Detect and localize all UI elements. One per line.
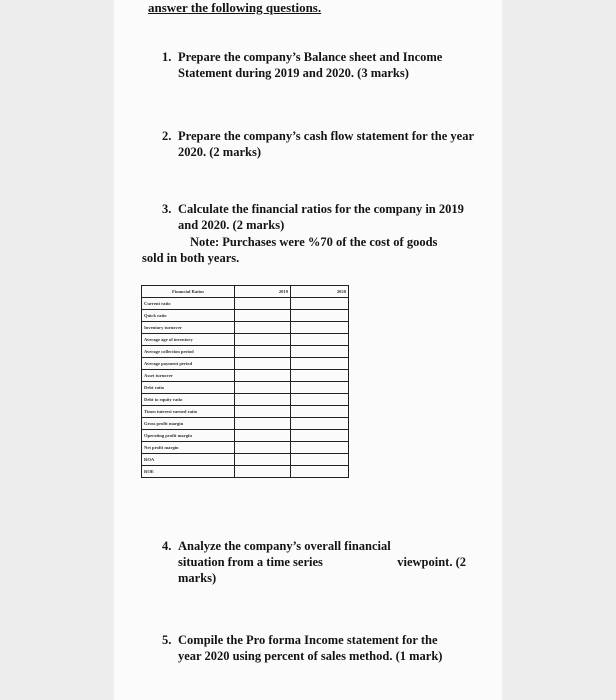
table-row <box>142 346 349 358</box>
question-4-line-2-left: situation from a time series <box>178 555 323 569</box>
question-3 <box>162 201 473 233</box>
value-cell-2019 <box>235 466 291 478</box>
value-cell-2020 <box>291 442 349 454</box>
header-financial-ratios: Financial Ratios <box>142 286 235 298</box>
table-header-row <box>142 286 349 298</box>
table-row <box>142 370 349 382</box>
value-cell-2019 <box>235 346 291 358</box>
question-5 <box>162 632 463 664</box>
value-cell-2020 <box>291 370 349 382</box>
table-row <box>142 322 349 334</box>
value-cell-2019 <box>235 334 291 346</box>
question-2-text: Prepare the company’s cash flow statement for the year 2020. (2 marks) <box>178 129 474 159</box>
value-cell-2019 <box>235 454 291 466</box>
table-row <box>142 334 349 346</box>
ratio-label: Average collection period <box>142 346 235 358</box>
header-2020: 2020 <box>291 286 349 298</box>
value-cell-2019 <box>235 394 291 406</box>
ratio-label: Net profit margin <box>142 442 235 454</box>
table-row <box>142 406 349 418</box>
table-row <box>142 382 349 394</box>
value-cell-2019 <box>235 442 291 454</box>
table-row <box>142 418 349 430</box>
question-4-line-3: marks) <box>178 571 217 585</box>
ratio-label: Debt ratio <box>142 382 235 394</box>
value-cell-2019 <box>235 430 291 442</box>
table-row <box>142 430 349 442</box>
note-line-1: Note: Purchases were %70 of the cost of goods <box>190 235 438 249</box>
value-cell-2019 <box>235 298 291 310</box>
question-3-text: Calculate the financial ratios for the company in 2019 and 2020. (2 marks) <box>178 202 464 232</box>
question-3-number: 3. <box>162 202 172 216</box>
table-row <box>142 298 349 310</box>
question-1 <box>162 49 448 81</box>
ratio-label: Current ratio <box>142 298 235 310</box>
value-cell-2019 <box>235 370 291 382</box>
value-cell-2019 <box>235 310 291 322</box>
value-cell-2020 <box>291 382 349 394</box>
note-line-2: sold in both years. <box>142 251 240 265</box>
question-1-number: 1. <box>162 50 172 64</box>
table-row <box>142 394 349 406</box>
value-cell-2020 <box>291 322 349 334</box>
value-cell-2020 <box>291 346 349 358</box>
table-row <box>142 310 349 322</box>
ratio-label: Gross profit margin <box>142 418 235 430</box>
question-4 <box>162 538 466 586</box>
value-cell-2020 <box>291 334 349 346</box>
question-4-line-2 <box>178 554 466 570</box>
question-4-line-2-right: viewpoint. (2 <box>397 555 466 569</box>
value-cell-2020 <box>291 418 349 430</box>
question-5-text: Compile the Pro forma Income statement for the year 2020 using percent of sales method. (1 mark) <box>178 633 443 663</box>
value-cell-2020 <box>291 406 349 418</box>
value-cell-2020 <box>291 454 349 466</box>
question-1-text: Prepare the company’s Balance sheet and Income Statement during 2019 and 2020. (3 marks) <box>178 50 443 80</box>
value-cell-2019 <box>235 382 291 394</box>
value-cell-2019 <box>235 358 291 370</box>
table-row <box>142 442 349 454</box>
value-cell-2020 <box>291 310 349 322</box>
question-2-number: 2. <box>162 129 172 143</box>
question-2 <box>162 128 478 160</box>
value-cell-2020 <box>291 430 349 442</box>
table-row <box>142 466 349 478</box>
ratio-label: Inventory turnover <box>142 322 235 334</box>
ratio-label: ROA <box>142 454 235 466</box>
value-cell-2020 <box>291 298 349 310</box>
value-cell-2020 <box>291 358 349 370</box>
table-row <box>142 358 349 370</box>
ratio-label: Average age of inventory <box>142 334 235 346</box>
value-cell-2019 <box>235 418 291 430</box>
instructions-heading: answer the following questions. <box>148 0 322 15</box>
ratio-label: Asset turnover <box>142 370 235 382</box>
ratio-label: Times interest earned ratio <box>142 406 235 418</box>
ratio-label: Average payment period <box>142 358 235 370</box>
ratio-label: Quick ratio <box>142 310 235 322</box>
value-cell-2020 <box>291 394 349 406</box>
financial-ratios-table <box>141 285 349 478</box>
table-row <box>142 454 349 466</box>
ratio-label: ROE <box>142 466 235 478</box>
header-2019: 2019 <box>235 286 291 298</box>
ratio-label: Debt to equity ratio <box>142 394 235 406</box>
purchases-note <box>142 234 472 266</box>
question-4-line-1: Analyze the company’s overall financial <box>178 539 391 553</box>
ratio-label: Operating profit margin <box>142 430 235 442</box>
value-cell-2019 <box>235 406 291 418</box>
value-cell-2020 <box>291 466 349 478</box>
question-4-number: 4. <box>162 539 172 553</box>
question-5-number: 5. <box>162 633 172 647</box>
value-cell-2019 <box>235 322 291 334</box>
